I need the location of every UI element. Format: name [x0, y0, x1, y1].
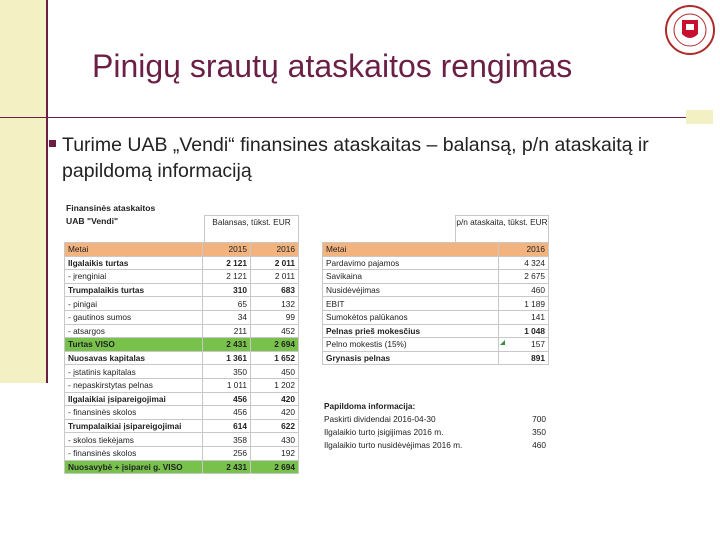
title-divider [0, 117, 686, 118]
pl-caption-text: p/n ataskaita, tūkst. EUR [456, 217, 548, 227]
pl-row-label: Grynasis pelnas [323, 351, 499, 365]
balance-row [65, 324, 299, 338]
balance-row-label: - skolos tiekėjams [65, 433, 203, 447]
pl-row [323, 256, 549, 270]
pl-table [322, 242, 549, 365]
balance-row-value-2016: 450 [251, 365, 299, 379]
pl-row-label: Sumokėtos palūkanos [323, 310, 499, 324]
pl-caption [455, 215, 549, 242]
balance-row [65, 310, 299, 324]
balance-row [65, 419, 299, 433]
assets-total-v1: 2 431 [203, 338, 251, 352]
balance-row-label: Ilgalaikis turtas [65, 256, 203, 270]
assets-total-label: Turtas VISO [65, 338, 203, 352]
balance-row-label: - finansinės skolos [65, 446, 203, 460]
balance-row [65, 365, 299, 379]
info-heading: Papildoma informacija: [324, 401, 416, 411]
balance-row [65, 297, 299, 311]
intro-text: Turime UAB „Vendi“ finansines ataskaitas – balansą, p/n ataskaitą ir papildomą informaciją [62, 134, 649, 182]
balance-row-label: - nepaskirstytas pelnas [65, 378, 203, 392]
pl-row [323, 351, 549, 365]
balance-row-value-2015: 350 [203, 365, 251, 379]
balance-heading: Finansinės ataskaitos [66, 203, 156, 213]
pl-row-value: 1 189 [499, 297, 549, 311]
pl-row-label: Nusidėvėjimas [323, 283, 499, 297]
balance-row-label: - įrenginiai [65, 270, 203, 284]
balance-caption [204, 215, 299, 242]
info-row [322, 426, 548, 439]
pl-header-label: Metai [323, 243, 499, 257]
university-seal-logo [664, 4, 716, 56]
pl-row-label: Savikaina [323, 270, 499, 284]
balance-header-year2: 2016 [251, 243, 299, 257]
balance-row-value-2015: 34 [203, 310, 251, 324]
slide-title: Pinigų srautų ataskaitos rengimas [92, 48, 573, 84]
balance-table [64, 242, 299, 474]
balance-caption-text: Balansas, tūkst. EUR [212, 217, 291, 227]
balance-header-label: Metai [65, 243, 203, 257]
balance-row-value-2016: 132 [251, 297, 299, 311]
assets-total-v2: 2 694 [251, 338, 299, 352]
balance-row-value-2016: 452 [251, 324, 299, 338]
balance-row-value-2015: 211 [203, 324, 251, 338]
balance-row-value-2015: 2 121 [203, 270, 251, 284]
liabilities-total-v1: 2 431 [203, 460, 251, 474]
pl-row-label: Pardavimo pajamos [323, 256, 499, 270]
pl-row [323, 310, 549, 324]
balance-row-label: Ilgalaikiai įsipareigojimai [65, 392, 203, 406]
balance-row-value-2015: 1 361 [203, 351, 251, 365]
pl-header-row [323, 243, 549, 257]
balance-row-value-2015: 456 [203, 406, 251, 420]
balance-row-value-2015: 358 [203, 433, 251, 447]
pl-row [323, 270, 549, 284]
pl-row [323, 283, 549, 297]
pl-row-value: 157 [499, 338, 549, 352]
balance-row-value-2015: 65 [203, 297, 251, 311]
balance-row-value-2016: 420 [251, 406, 299, 420]
info-row-value: 700 [532, 414, 546, 424]
info-table [322, 400, 548, 452]
balance-row [65, 406, 299, 420]
balance-row [65, 446, 299, 460]
balance-row-label: - pinigai [65, 297, 203, 311]
balance-row-value-2016: 1 652 [251, 351, 299, 365]
balance-row [65, 378, 299, 392]
balance-row [65, 351, 299, 365]
balance-row [65, 283, 299, 297]
balance-row-label: - finansinės skolos [65, 406, 203, 420]
balance-row-value-2016: 1 202 [251, 378, 299, 392]
pl-row-value: 141 [499, 310, 549, 324]
pl-row-value: 891 [499, 351, 549, 365]
pl-row-value: 460 [499, 283, 549, 297]
balance-row-label: - gautinos sumos [65, 310, 203, 324]
balance-row-value-2015: 2 121 [203, 256, 251, 270]
balance-row-label: Nuosavas kapitalas [65, 351, 203, 365]
divider-accent-block [686, 110, 713, 124]
liabilities-total-label: Nuosavybė + įsiparei g. VISO [65, 460, 203, 474]
balance-row-value-2015: 456 [203, 392, 251, 406]
info-row-label: Ilgalaikio turto įsigijimas 2016 m. [324, 427, 444, 437]
balance-row [65, 392, 299, 406]
liabilities-total-v2: 2 694 [251, 460, 299, 474]
info-row-value: 460 [532, 440, 546, 450]
balance-row-value-2016: 430 [251, 433, 299, 447]
balance-row-value-2016: 192 [251, 446, 299, 460]
pl-row [323, 324, 549, 338]
left-accent-bar [0, 0, 46, 383]
pl-row-label: Pelnas prieš mokesčius [323, 324, 499, 338]
assets-total-row [65, 338, 299, 352]
balance-row-value-2016: 420 [251, 392, 299, 406]
balance-header-row [65, 243, 299, 257]
balance-row [65, 270, 299, 284]
info-row [322, 413, 548, 426]
balance-row [65, 433, 299, 447]
pl-row-value: 2 675 [499, 270, 549, 284]
info-row [322, 439, 548, 452]
balance-row [65, 256, 299, 270]
pl-row-value: 4 324 [499, 256, 549, 270]
info-row-value: 350 [532, 427, 546, 437]
balance-row-value-2015: 614 [203, 419, 251, 433]
pl-row-label: Pelno mokestis (15%) [323, 338, 499, 352]
balance-row-value-2016: 622 [251, 419, 299, 433]
left-accent-line [46, 0, 48, 383]
comment-marker-icon [500, 340, 505, 345]
balance-row-value-2016: 99 [251, 310, 299, 324]
balance-row-value-2016: 683 [251, 283, 299, 297]
balance-row-value-2016: 2 011 [251, 256, 299, 270]
balance-row-label: Trumpalaikis turtas [65, 283, 203, 297]
info-row-label: Paskirti dividendai 2016-04-30 [324, 414, 436, 424]
balance-row-value-2015: 310 [203, 283, 251, 297]
balance-row-label: Trumpalaikiai įsipareigojimai [65, 419, 203, 433]
balance-row-value-2015: 256 [203, 446, 251, 460]
pl-header-year: 2016 [499, 243, 549, 257]
balance-row-label: - atsargos [65, 324, 203, 338]
pl-row [323, 338, 549, 352]
balance-header-year1: 2015 [203, 243, 251, 257]
pl-row-label: EBIT [323, 297, 499, 311]
balance-row-label: - įstatinis kapitalas [65, 365, 203, 379]
balance-row-value-2015: 1 011 [203, 378, 251, 392]
pl-row-value: 1 048 [499, 324, 549, 338]
info-row-label: Ilgalaikio turto nusidėvėjimas 2016 m. [324, 440, 463, 450]
balance-company: UAB "Vendi" [66, 216, 119, 226]
pl-row [323, 297, 549, 311]
liabilities-total-row [65, 460, 299, 474]
bullet-icon [49, 140, 56, 147]
balance-row-value-2016: 2 011 [251, 270, 299, 284]
